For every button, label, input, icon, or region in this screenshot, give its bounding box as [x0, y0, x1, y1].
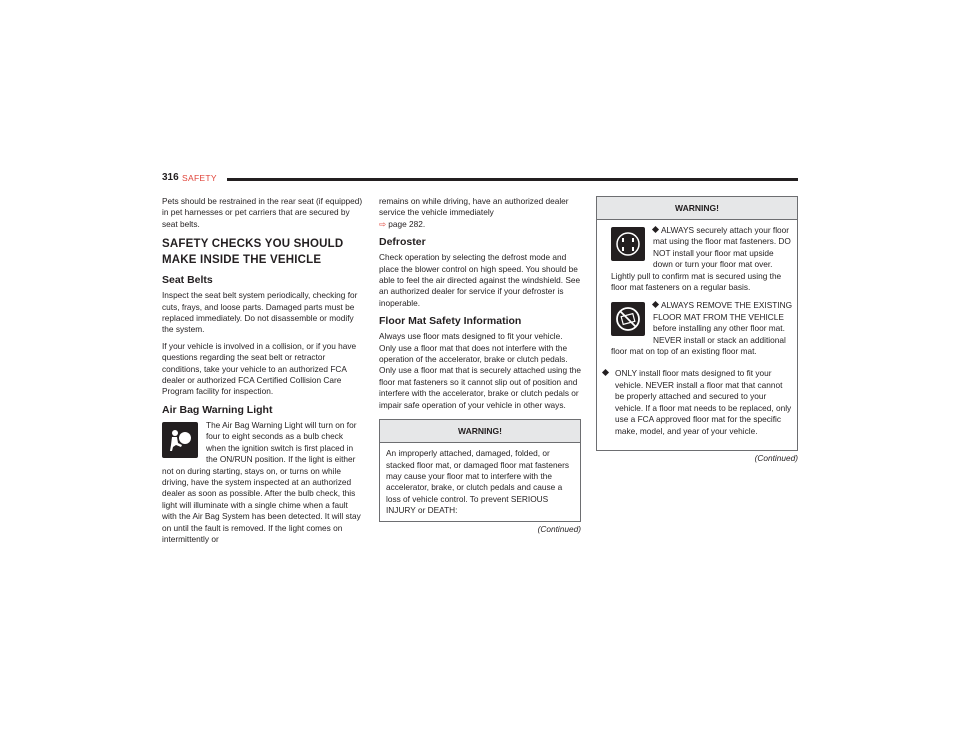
- defroster-heading: Defroster: [379, 236, 426, 249]
- warning-title: WARNING!: [597, 197, 797, 220]
- warning-item-only-install: [597, 368, 797, 436]
- airbag-warning-icon: [162, 422, 198, 458]
- column-middle: [379, 196, 581, 535]
- warning-item-text: ONLY install floor mats designed to fit your vehicle. NEVER install a floor mat that cannot be properly attached and secured to your vehicle. If a floor mat needs to be replaced, only use a FCA approved floor mat for the specific make, model, and year of your vehicle.: [615, 368, 792, 436]
- seat-belts-paragraph-1: Inspect the seat belt system periodically, checking for cuts, frays, and loose parts. Damaged parts must be replaced immediately. Do not disassemble or modify the system.: [162, 290, 358, 335]
- warning-body: An improperly attached, damaged, folded, or stacked floor mat, or damaged floor mat fasteners may cause your floor mat to interfere with the accelerator, brake, or clutch pedals and cause a loss of vehicle control. To prevent SERIOUS INJURY or DEATH:: [386, 448, 570, 516]
- warning-item-attach: [597, 225, 797, 298]
- header-rule: [227, 178, 798, 181]
- bullet-diamond-icon: [652, 226, 659, 233]
- page-ref-arrow-icon: ⇨: [379, 218, 386, 229]
- pets-paragraph: Pets should be restrained in the rear seat (if equipped) in pet harnesses or pet carriers that are secured by seat belts.: [162, 196, 363, 229]
- seat-belts-heading: Seat Belts: [162, 274, 213, 287]
- warning-item-remove: [597, 300, 797, 362]
- section-heading: SAFETY CHECKS YOU SHOULD MAKE INSIDE THE VEHICLE: [162, 238, 344, 267]
- floor-mat-paragraph: Always use floor mats designed to fit your vehicle. Only use a floor mat that does not interfere with the operation of the accelerator, brake or clutch pedals. Only use a floor mat that is securely attached using the floor mat fasteners so it cannot slip out of position and interfere with the accelerator, brake or clutch pedals or impair safe operation of your vehicle in other ways.: [379, 331, 581, 410]
- page-number: 316: [162, 172, 179, 183]
- airbag-section: [162, 420, 364, 545]
- floor-mat-heading: Floor Mat Safety Information: [379, 315, 522, 328]
- bullet-diamond-icon: [652, 301, 659, 308]
- warning-title: WARNING!: [380, 420, 580, 443]
- airbag-heading: Air Bag Warning Light: [162, 403, 273, 416]
- warning-box-middle: [379, 419, 581, 521]
- airbag-paragraph: The Air Bag Warning Light will turn on for four to eight seconds as a bulb check when the ignition switch is first placed in the ON/RUN position. If the light is either not on during starting, stays on, or turns on while driving, have the system inspected at an authorized dealer as soon as possible. After the bulb check, this light will illuminate with a single chime when a fault with the Air Bag System has been detected. It will stay on until the fault is removed. If the light comes on intermittently or: [162, 419, 361, 544]
- warning-item-text: ALWAYS REMOVE THE EXISTING FLOOR MAT FROM THE VEHICLE before installing any other floor mat. NEVER install or stack an additional floor mat on top of an existing floor mat.: [611, 300, 793, 357]
- warning-item-text: ALWAYS securely attach your floor mat using the floor mat fasteners. DO NOT install your floor mat upside down or turn your floor mat over. Lightly pull to confirm mat is secured using the floor mat fasteners on a regular basis.: [611, 225, 791, 293]
- airbag-continued-paragraph: [379, 196, 581, 230]
- warning-box-right: [596, 196, 798, 451]
- column-right: [596, 196, 798, 464]
- page-header: [162, 172, 798, 186]
- floor-mat-attach-icon: [611, 227, 645, 261]
- continued-label: (Continued): [537, 523, 581, 534]
- airbag-continued-text: remains on while driving, have an authorized dealer service the vehicle immediately: [379, 196, 569, 218]
- section-name: SAFETY: [182, 173, 217, 183]
- seat-belts-paragraph-2: If your vehicle is involved in a collision, or if you have questions regarding the seat belt or retractor conditions, take your vehicle to an authorized FCA dealer or authorized FCA Certified Collision Care Program facility for inspection.: [162, 340, 357, 397]
- defroster-paragraph: Check operation by selecting the defrost mode and place the blower control on high speed. You should be able to feel the air directed against the windshield. See an authorized dealer for service if your defroster is inoperable.: [379, 252, 581, 308]
- bullet-diamond-icon: [602, 369, 609, 376]
- no-stacked-mat-icon: [611, 302, 645, 336]
- column-left: [162, 196, 364, 550]
- page-ref-link[interactable]: page 282.: [388, 218, 426, 229]
- continued-label: (Continued): [754, 453, 798, 463]
